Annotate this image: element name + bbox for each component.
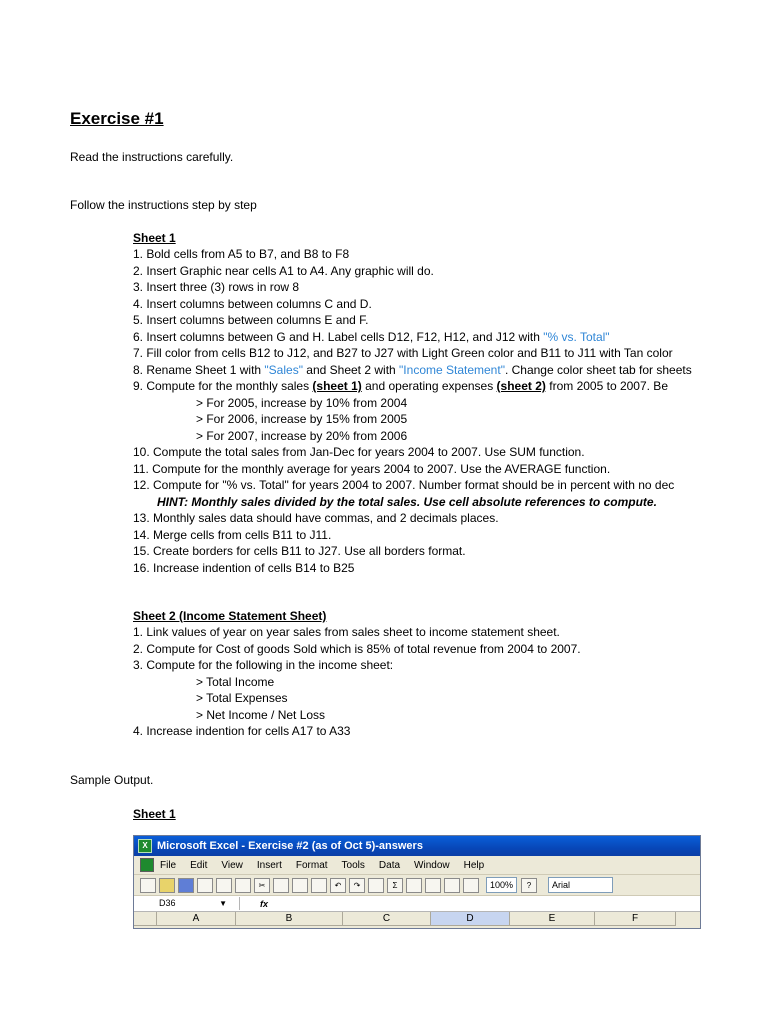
hyperlink-icon[interactable]: [368, 878, 384, 893]
sub-item: > Total Expenses: [196, 691, 288, 705]
excel-formula-bar: [134, 896, 700, 912]
list-item: 12. Compute for "% vs. Total" for years 2004 to 2007. Number format should be in percent with no dec: [133, 478, 675, 492]
sub-item: > Total Income: [196, 674, 275, 689]
emphasis-text: (sheet 1): [312, 379, 362, 393]
cut-icon[interactable]: ✂: [254, 878, 270, 893]
page-title: Exercise #1: [70, 109, 164, 128]
list-item: 1. Link values of year on year sales from sales sheet to income statement sheet.: [133, 625, 560, 639]
item-text: 9. Compute for the monthly sales: [133, 379, 313, 393]
sheet1-instructions: [133, 246, 698, 576]
list-item: [133, 329, 698, 346]
drawing-icon[interactable]: [463, 878, 479, 893]
redo-icon[interactable]: ↷: [349, 878, 365, 893]
save-icon[interactable]: [178, 878, 194, 893]
excel-title-bar: [134, 836, 700, 856]
spelling-icon[interactable]: [235, 878, 251, 893]
item-text: 8. Rename Sheet 1 with: [133, 362, 265, 377]
list-item: 11. Compute for the monthly average for years 2004 to 2007. Use the AVERAGE function.: [133, 461, 611, 476]
menu-window[interactable]: Window: [414, 859, 450, 871]
zoom-select[interactable]: 100%: [486, 877, 517, 893]
column-header-f[interactable]: F: [595, 912, 676, 926]
sub-item: > For 2006, increase by 15% from 2005: [196, 412, 408, 426]
copy-icon[interactable]: [273, 878, 289, 893]
list-item: 10. Compute the total sales from Jan-Dec for years 2004 to 2007. Use SUM function.: [133, 445, 585, 459]
sort-descending-icon[interactable]: [425, 878, 441, 893]
list-item: 3. Compute for the following in the income sheet:: [133, 658, 394, 672]
sort-ascending-icon[interactable]: [406, 878, 422, 893]
intro-text-2: Follow the instructions step by step: [70, 198, 257, 212]
excel-window-title: Microsoft Excel - Exercise #2 (as of Oct 5)-answers: [157, 840, 423, 852]
list-item: 15. Create borders for cells B11 to J27. Use all borders format.: [133, 544, 466, 558]
new-icon[interactable]: [140, 878, 156, 893]
sheet1-heading: Sheet 1: [133, 231, 176, 245]
autosum-icon[interactable]: Σ: [387, 878, 403, 893]
list-item: 14. Merge cells from cells B11 to J11.: [133, 527, 332, 542]
emphasis-text: (sheet 2): [496, 379, 546, 393]
item-text: from 2005 to 2007. Be: [545, 379, 668, 393]
item-text: and Sheet 2 with: [302, 362, 400, 377]
list-item: [133, 378, 698, 395]
menu-tools[interactable]: Tools: [341, 859, 365, 871]
list-item: 2. Compute for Cost of goods Sold which is 85% of total revenue from 2004 to 2007.: [133, 641, 581, 656]
print-icon[interactable]: [197, 878, 213, 893]
column-header-e[interactable]: E: [510, 912, 595, 926]
list-item: 3. Insert three (3) rows in row 8: [133, 280, 300, 294]
format-painter-icon[interactable]: [311, 878, 327, 893]
chart-wizard-icon[interactable]: [444, 878, 460, 893]
sub-item: > For 2005, increase by 10% from 2004: [196, 395, 408, 410]
excel-app-icon: X: [138, 839, 152, 853]
highlight-text: "% vs. Total": [543, 329, 610, 344]
excel-screenshot: [133, 835, 701, 929]
intro-text: Read the instructions carefully.: [70, 150, 234, 164]
workbook-icon: [140, 858, 154, 872]
hint-text: HINT: Monthly sales divided by the total sales. Use cell absolute references to compute.: [157, 494, 657, 509]
sub-item: > Net Income / Net Loss: [196, 707, 326, 722]
menu-view[interactable]: View: [221, 859, 243, 871]
fx-icon[interactable]: fx: [260, 898, 269, 909]
menu-format[interactable]: Format: [295, 859, 328, 871]
highlight-text: "Income Statement": [399, 362, 505, 377]
sheet2-instructions: [133, 624, 698, 740]
list-item: 5. Insert columns between columns E and F.: [133, 313, 369, 327]
column-header-d[interactable]: D: [431, 912, 510, 926]
column-header-b[interactable]: B: [236, 912, 343, 926]
menu-insert[interactable]: Insert: [256, 859, 282, 871]
item-text: and operating expenses: [361, 379, 497, 393]
font-select[interactable]: Arial: [548, 877, 613, 893]
highlight-text: "Sales": [264, 362, 303, 377]
list-item: 1. Bold cells from A5 to B7, and B8 to F8: [133, 247, 350, 261]
open-icon[interactable]: [159, 878, 175, 893]
list-item: 4. Insert columns between columns C and D.: [133, 296, 372, 311]
column-header-a[interactable]: A: [157, 912, 236, 926]
item-text: . Change color sheet tab for sheets: [504, 362, 692, 377]
undo-icon[interactable]: ↶: [330, 878, 346, 893]
list-item: 7. Fill color from cells B12 to J12, and B27 to J27 with Light Green color and B11 to J11 with Tan color: [133, 346, 673, 360]
name-box[interactable]: [134, 897, 240, 910]
sample-output-label: Sample Output.: [70, 773, 154, 787]
print-preview-icon[interactable]: [216, 878, 232, 893]
help-icon[interactable]: ?: [521, 878, 537, 893]
excel-column-headers: [134, 912, 700, 926]
menu-edit[interactable]: Edit: [190, 859, 208, 871]
chevron-down-icon[interactable]: ▼: [219, 899, 227, 908]
list-item: 4. Increase indention for cells A17 to A33: [133, 724, 351, 738]
list-item: 16. Increase indention of cells B14 to B25: [133, 560, 355, 575]
sample-sheet-heading: Sheet 1: [133, 807, 176, 821]
sheet2-heading: Sheet 2 (Income Statement Sheet): [133, 609, 327, 623]
menu-data[interactable]: Data: [378, 859, 401, 871]
item-text: 6. Insert columns between G and H. Label cells D12, F12, H12, and J12 with: [133, 329, 544, 344]
list-item: 13. Monthly sales data should have commas, and 2 decimals places.: [133, 511, 499, 525]
excel-toolbar: [134, 875, 700, 896]
list-item: [133, 362, 698, 379]
paste-icon[interactable]: [292, 878, 308, 893]
excel-menu-bar: [134, 856, 700, 875]
list-item: 2. Insert Graphic near cells A1 to A4. Any graphic will do.: [133, 263, 434, 278]
sub-item: > For 2007, increase by 20% from 2006: [196, 428, 408, 443]
name-box-value: D36: [159, 898, 176, 908]
menu-file[interactable]: File: [160, 859, 177, 871]
column-header-c[interactable]: C: [343, 912, 431, 926]
corner-select-all[interactable]: [134, 912, 157, 926]
menu-help[interactable]: Help: [463, 859, 485, 871]
